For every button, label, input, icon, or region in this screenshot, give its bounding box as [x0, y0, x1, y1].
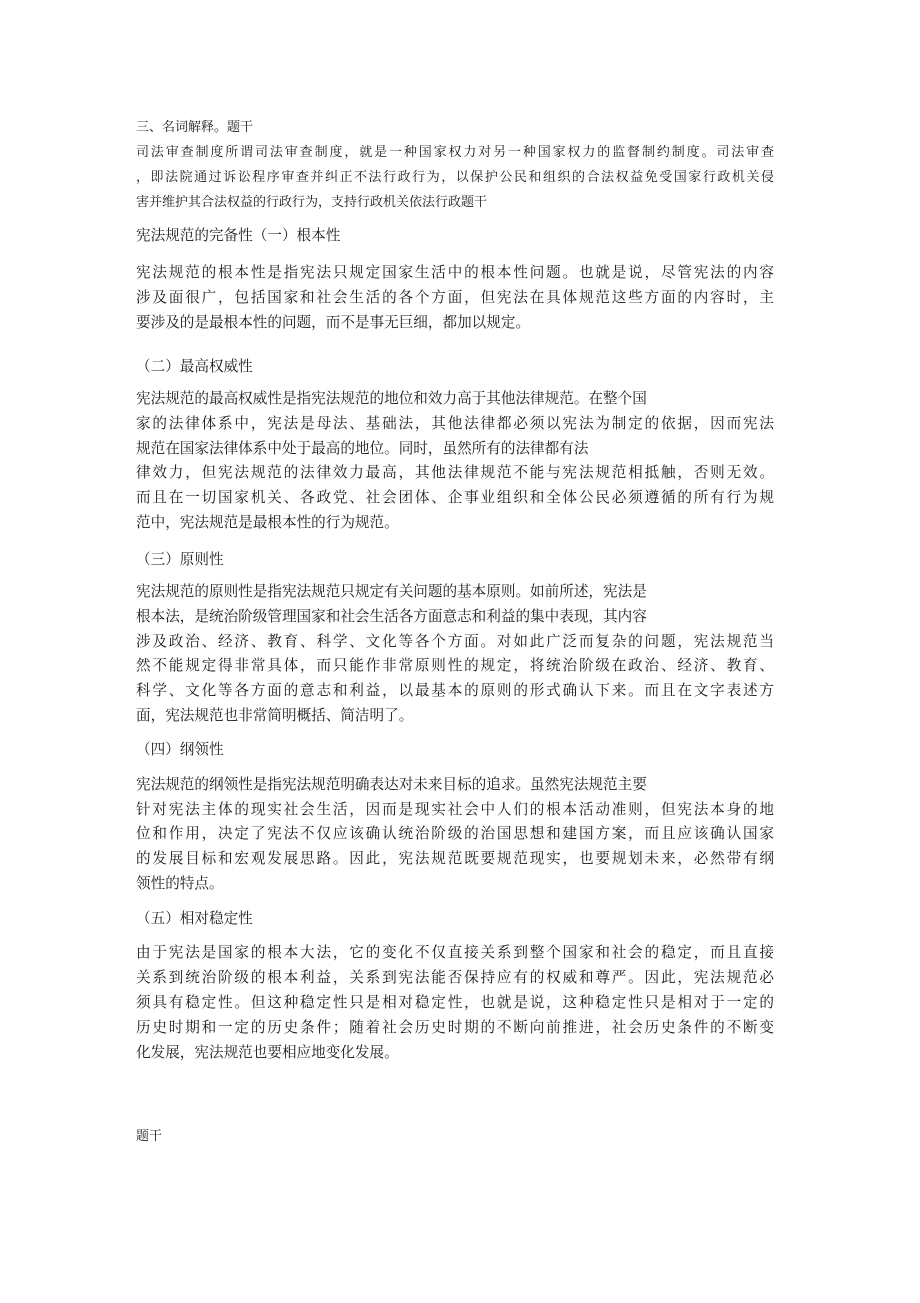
p1-line: 宪法规范的根本性是指宪法只规定国家生活中的根本性问题。也就是说，尽管宪法的内容 — [136, 264, 774, 281]
p2-line: 家的法律体系中，宪法是母法、基础法，其他法律都必须以宪法为制定的依据，因而宪法 — [136, 415, 774, 432]
definition-line: 司法审查制度所谓司法审查制度，就是一种国家权力对另一种国家权力的监督制约制度。司法审查 — [136, 145, 774, 160]
p3-line: 宪法规范的原则性是指宪法规范只规定有关问题的基本原则。如前所述，宪法是 — [136, 583, 647, 600]
p2-line: 律效力，但宪法规范的法律效力最高，其他法律规范不能与宪法规范相抵触，否则无效。 — [136, 464, 774, 481]
p5-line: 须具有稳定性。但这种稳定性只是相对稳定性，也就是说，这种稳定性只是相对于一定的 — [136, 994, 774, 1011]
p5-line: 关系到统治阶级的根本利益，关系到宪法能否保持应有的权威和尊严。因此，宪法规范必 — [136, 969, 774, 986]
p2-heading: （二）最高权威性 — [136, 358, 253, 375]
p1-line: 涉及面很广，包括国家和社会生活的各个方面，但宪法在具体规范这些方面的内容时，主 — [136, 289, 774, 306]
p3-line: 涉及政治、经济、教育、科学、文化等各个方面。对如此广泛而复杂的问题，宪法规范当 — [136, 633, 774, 650]
p4-line: 针对宪法主体的现实社会生活，因而是现实社会中人们的根本活动准则，但宪法本身的地 — [136, 801, 774, 818]
p4-line: 领性的特点。 — [136, 875, 224, 892]
definition-line: ，即法院通过诉讼程序审查并纠正不法行政行为，以保护公民和组织的合法权益免受国家行政机关侵 — [136, 170, 774, 185]
p3-line: 根本法，是统治阶级管理国家和社会生活各方面意志和利益的集中表现，其内容 — [136, 608, 647, 625]
p4-line: 宪法规范的纲领性是指宪法规范明确表达对未来目标的追求。虽然宪法规范主要 — [136, 776, 647, 793]
p5-line: 历史时期和一定的历史条件；随着社会历史时期的不断向前推进，社会历史条件的不断变 — [136, 1019, 774, 1036]
p2-line: 宪法规范的最高权威性是指宪法规范的地位和效力高于其他法律规范。在整个国 — [136, 390, 647, 407]
p2-line: 范中，宪法规范是最根本性的行为规范。 — [136, 514, 399, 531]
p3-line: 然不能规定得非常具体，而只能作非常原则性的规定，将统治阶级在政治、经济、教育、 — [136, 657, 774, 674]
p4-heading: （四）纲领性 — [136, 741, 224, 758]
footer-text: 题干 — [136, 1129, 163, 1144]
p3-heading: （三）原则性 — [136, 551, 224, 568]
section-heading: 三、名词解释。题干 — [136, 120, 254, 135]
p1-line: 要涉及的是最根本性的问题，而不是事无巨细，都加以规定。 — [136, 314, 531, 331]
p4-line: 的发展目标和宏观发展思路。因此，宪法规范既要规范现实，也要规划未来，必然带有纲 — [136, 850, 774, 867]
p2-line: 规范在国家法律体系中处于最高的地位。同时，虽然所有的法律都有法 — [136, 440, 589, 457]
p5-heading: （五）相对稳定性 — [136, 910, 253, 927]
p5-line: 化发展，宪法规范也要相应地变化发展。 — [136, 1044, 399, 1061]
p3-line: 面，宪法规范也非常简明概括、简洁明了。 — [136, 707, 414, 724]
p4-line: 位和作用，决定了宪法不仅应该确认统治阶级的治国思想和建国方案，而且应该确认国家 — [136, 825, 774, 842]
definition-line: 害并维护其合法权益的行政行为，支持行政机关依法行政题干 — [136, 195, 488, 210]
p2-line: 而且在一切国家机关、各政党、社会团体、企事业组织和全体公民必须遵循的所有行为规 — [136, 489, 774, 506]
p3-line: 科学、文化等各方面的意志和利益，以最基本的原则的形式确认下来。而且在文字表述方 — [136, 682, 774, 699]
p1-heading: 宪法规范的完备性（一）根本性 — [136, 227, 341, 244]
p5-line: 由于宪法是国家的根本大法，它的变化不仅直接关系到整个国家和社会的稳定，而且直接 — [136, 944, 774, 961]
